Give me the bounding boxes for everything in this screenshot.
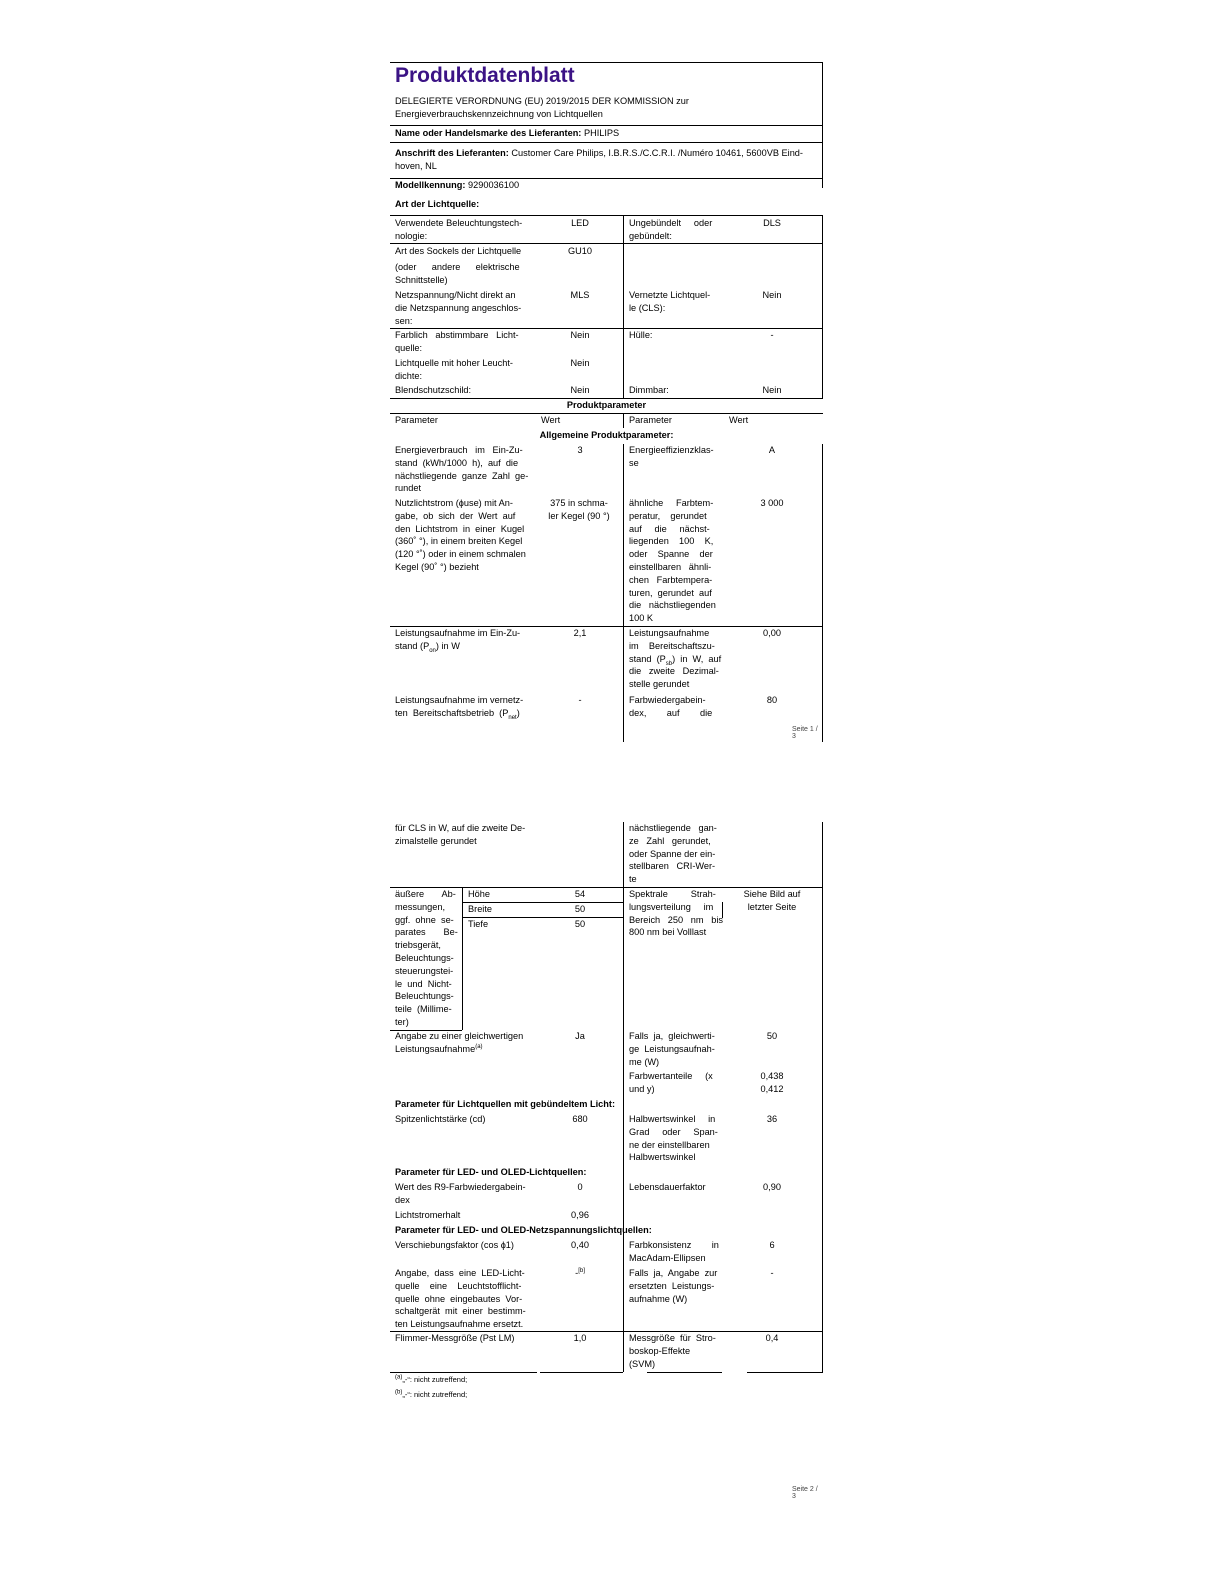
pon-label (395, 627, 535, 653)
spd-value-line: letzter Seite (747, 901, 797, 912)
rule (390, 413, 823, 414)
lumen-maintenance-label: Lichtstromerhalt (395, 1210, 461, 1220)
replacement-power-value: - (770, 1268, 774, 1278)
model-value: 9290036100 (468, 180, 520, 190)
glare-label: Blendschutzschild: (395, 385, 472, 395)
flux-label-line: gabe, ob sich der Wert auf (395, 510, 516, 521)
flux-label-line: (120 °˚) oder in einem schmalen (395, 549, 526, 560)
dimensions-label-line: Beleuchtungs- (395, 991, 454, 1002)
dimensions-label-line: ter) (395, 1016, 409, 1027)
socket-note (395, 261, 532, 287)
high-luminance-value: Nein (570, 358, 590, 368)
svm-label (629, 1332, 721, 1370)
rule (390, 1372, 537, 1373)
mains-label-2: die Netzspannung angeschlos- (395, 302, 522, 313)
peak-intensity-value: 680 (572, 1114, 588, 1124)
beam-angle-label-line: Grad oder Span- (629, 1126, 718, 1137)
pnet-label (395, 694, 535, 720)
psb-label-line: Leistungsaufnahme (629, 628, 710, 638)
mains-label (395, 289, 535, 327)
displacement-factor-value: 0,40 (571, 1240, 589, 1250)
psb-label-line: stand $(P_{sb})$ in W, auf (629, 653, 722, 667)
supplier-address-row (395, 147, 803, 160)
svm-label-line: boskop-Effekte (629, 1345, 691, 1356)
socket-note-2: Schnittstelle) (395, 274, 448, 285)
model-row (395, 179, 519, 192)
flicker-value: 1,0 (573, 1333, 587, 1343)
equivalent-label (395, 1030, 537, 1056)
pnet-label-2b: ) (516, 707, 520, 718)
pnet-label-2a: ten Bereitschaftsbetrieb (P (395, 707, 509, 718)
page-1 (390, 62, 823, 742)
energy-class-label-line: se (629, 457, 639, 468)
equivalent-power-value: 50 (766, 1031, 778, 1041)
energy-class-label-line: Energieeffizienzklas- (629, 445, 714, 455)
socket-value: GU10 (567, 246, 592, 256)
macadam-value: 6 (769, 1240, 775, 1250)
type-heading: Art der Lichtquelle: (395, 199, 480, 209)
model-label: Modellkennung: (395, 180, 466, 190)
pon-value: 2,1 (573, 628, 587, 638)
colour-value: Nein (570, 330, 590, 340)
cct-label-line: liegenden 100 K, (629, 536, 714, 547)
flux-label-line: den Lichtstrom in einer Kugel (395, 523, 525, 534)
energy-label-line: nächstliegende ganze Zahl ge- (395, 470, 529, 481)
chromaticity-label (629, 1070, 721, 1096)
dls-heading: Parameter für Lichtquellen mit gebündeltem Licht: (395, 1099, 616, 1109)
equivalent-power-label-line: Falls ja, gleichwerti- (629, 1031, 715, 1041)
psb-label-line: die zweite Dezimal- (629, 666, 719, 677)
colour-label-2: quelle: (395, 342, 423, 353)
beam-angle-label-line: Halbwertswinkel in (629, 1114, 716, 1124)
regulation-line-1: DELEGIERTE VERORDNUNG (EU) 2019/2015 DER KOMMISSION zur (395, 96, 689, 106)
pnet-label-continued (395, 822, 535, 848)
cct-label-line: chen Farbtempera- (629, 574, 713, 585)
equivalent-label-2: Leistungsaufnahme (395, 1043, 476, 1054)
col-parameter-right: Parameter (629, 415, 672, 425)
equivalent-power-label-line: me (W) (629, 1056, 660, 1067)
colour-label-1: Farblich abstimmbare Licht- (395, 330, 519, 340)
psb-label-line: stelle gerundet (629, 679, 690, 690)
document-title: Produktdatenblatt (395, 64, 575, 87)
dimensions-label-line: ggf. ohne se- (395, 914, 454, 925)
dimensions-label-line: teile (Millime- (395, 1004, 452, 1015)
bundled-value: DLS (763, 218, 781, 228)
replacement-value (540, 1267, 620, 1280)
beam-angle-label (629, 1113, 718, 1164)
pnet-label-continued-line: für CLS in W, auf die zweite De- (395, 823, 526, 833)
cri-label-continued-line: stellbaren CRI-Wer- (629, 861, 716, 872)
cri-label-continued-line: ze Zahl gerundet, (629, 835, 711, 846)
supplier-address-value-2: hoven, NL (395, 161, 437, 171)
replacement-footnote-ref: [b] (578, 1267, 585, 1274)
beam-angle-label-line: ne der einstellbaren (629, 1139, 710, 1150)
r9-label-line: dex (395, 1194, 410, 1205)
cri-label-continued-line: te (629, 874, 637, 885)
r9-label (395, 1181, 537, 1207)
replacement-label-line: Angabe, dass eine LED-Licht- (395, 1268, 525, 1278)
flux-value (536, 497, 622, 523)
equivalent-power-label-line: ge Leistungsaufnah- (629, 1043, 715, 1054)
rule (390, 215, 823, 216)
macadam-label-line: MacAdam-Ellipsen (629, 1252, 706, 1263)
flux-label-line: Nutzlichtstrom (ɸuse) mit An- (395, 498, 513, 508)
beam-angle-value: 36 (766, 1114, 778, 1124)
spd-value (730, 888, 814, 914)
flux-label-line: Kegel (90˚ °) bezieht (395, 561, 479, 572)
footnote-a-marker: (a) (395, 1374, 403, 1381)
psb-label (629, 627, 721, 691)
flux-value-line: ler Kegel (90 °) (548, 510, 610, 521)
footnote-b-text: „-“: nicht zutreffend; (402, 1390, 468, 1399)
mains-led-heading: Parameter für LED- und OLED-Netzspannungslichtquellen: (395, 1225, 652, 1235)
page-number-1: Seite 1 / 3 (792, 726, 818, 740)
general-heading: Allgemeine Produktparameter: (539, 430, 674, 440)
spd-label-line: Spektrale Strah- (629, 889, 716, 899)
spd-value-line: Siehe Bild auf (743, 889, 801, 899)
peak-intensity-label: Spitzenlichtstärke (cd) (395, 1114, 486, 1124)
pon-label-2a: stand (P (395, 640, 430, 651)
displacement-factor-label: Verschiebungsfaktor (cos ɸ1) (395, 1240, 514, 1250)
energy-value: 3 (577, 445, 583, 455)
dimensions-label-line: le und Nicht- (395, 978, 452, 989)
depth-value: 50 (574, 919, 586, 929)
pon-sub: on (429, 647, 436, 654)
equivalent-footnote-ref: (a) (475, 1043, 483, 1050)
col-value-right: Wert (729, 415, 749, 425)
rule (540, 1372, 623, 1373)
cls-label-1: Vernetzte Lichtquel- (629, 290, 711, 300)
r9-value: 0 (577, 1182, 583, 1192)
cri-value: 80 (766, 695, 778, 705)
right-border (822, 444, 823, 742)
equivalent-power-label (629, 1030, 721, 1068)
socket-note-1: (oder andere elektrische (395, 262, 520, 272)
svm-label-line: (SVM) (629, 1358, 656, 1369)
supplier-address-value: Customer Care Philips, I.B.R.S./C.C.R.I. /Numéro 10461, 5600VB Eind- (511, 148, 803, 158)
cct-label-line: auf die nächst- (629, 523, 710, 534)
cct-label-line: ähnliche Farbtem- (629, 498, 714, 508)
depth-label: Tiefe (468, 919, 489, 929)
cls-value: Nein (762, 290, 782, 300)
tech-value: LED (571, 218, 589, 228)
rule (390, 125, 823, 126)
energy-class-value: A (768, 445, 776, 455)
replacement-label-line: quelle eine Leuchtstofflicht- (395, 1280, 522, 1291)
rule (390, 243, 823, 244)
dimmable-value: Nein (762, 385, 782, 395)
rule (390, 142, 823, 143)
column-divider (623, 444, 624, 742)
replacement-power-label (629, 1267, 721, 1305)
energy-label-line: rundet (395, 483, 422, 494)
bundled-label-1: Ungebündelt oder (629, 218, 713, 228)
spd-label-line: lungsverteilung im (629, 901, 714, 912)
replacement-value-text: - (575, 1268, 579, 1278)
width-label: Breite (468, 904, 493, 914)
energy-label (395, 444, 532, 495)
supplier-name-value: PHILIPS (583, 128, 620, 138)
mains-label-3: sen: (395, 315, 413, 326)
params-heading: Produktparameter (566, 400, 647, 410)
dimensions-label-line: messungen, (395, 901, 446, 912)
cct-label-line: einstellbaren ähnli- (629, 561, 712, 572)
psb-label-line: im Bereitschaftszu- (629, 640, 715, 651)
spd-label-line: 800 nm bei Volllast (629, 927, 707, 938)
right-border (822, 822, 823, 1372)
high-luminance-label (395, 357, 535, 383)
chromaticity-label-line: Farbwertanteile (x (629, 1071, 713, 1081)
flux-label-line: (360˚ °), in einem breiten Kegel (395, 536, 523, 547)
flux-value-line: 375 in schma- (550, 498, 608, 508)
cct-label-line: peratur, gerundet (629, 510, 707, 521)
chromaticity-values (730, 1070, 814, 1096)
supplier-name-row (395, 127, 619, 140)
page-2 (390, 822, 823, 1502)
beam-angle-label-line: Halbwertswinkel (629, 1152, 696, 1163)
spd-label (629, 888, 723, 939)
svm-value: 0,4 (765, 1333, 779, 1343)
tech-label-1: Verwendete Beleuchtungstech- (395, 218, 523, 228)
glare-value: Nein (570, 385, 590, 395)
pon-label-2b: ) in W (435, 640, 460, 651)
cri-label-1: Farbwiedergabein- (629, 695, 706, 705)
energy-label-line: Energieverbrauch im Ein-Zu- (395, 445, 523, 455)
column-divider (623, 822, 624, 1372)
flicker-label: Flimmer-Messgröße (Pst LM) (395, 1333, 515, 1343)
spd-marker (722, 902, 723, 918)
cri-label-continued-line: oder Spanne der ein- (629, 848, 716, 859)
dimensions-label-line: äußere Ab- (395, 889, 456, 899)
replacement-label-line: quelle ohne eingebautes Vor- (395, 1293, 523, 1304)
r9-label-line: Wert des R9-Farbwiedergabein- (395, 1182, 526, 1192)
energy-label-line: stand (kWh/1000 h), auf die (395, 457, 519, 468)
column-divider (623, 413, 624, 428)
footnote-a-text: „-“: nicht zutreffend; (402, 1375, 468, 1384)
dimensions-label-line: steuerungstei- (395, 965, 454, 976)
cct-label (629, 497, 721, 625)
lumen-maintenance-value: 0,96 (571, 1210, 589, 1220)
mains-label-1: Netzspannung/Nicht direkt an (395, 290, 516, 300)
dimensions-label-line: parates Be- (395, 927, 458, 938)
col-parameter-left: Parameter (395, 415, 438, 425)
high-luminance-label-1: Lichtquelle mit hoher Leucht- (395, 358, 513, 368)
cct-label-line: die nächstliegenden (629, 600, 716, 611)
bundled-label (629, 217, 729, 243)
footnote-b (395, 1389, 467, 1402)
high-luminance-label-2: dichte: (395, 370, 423, 381)
footnote-b-marker: (b) (395, 1389, 403, 1396)
cct-label-line: oder Spanne der (629, 549, 713, 560)
rule (647, 1372, 722, 1373)
supplier-name-label: Name oder Handelsmarke des Lieferanten: (395, 128, 582, 138)
supplier-address-label: Anschrift des Lieferanten: (395, 148, 509, 158)
cls-label-2: le (CLS): (629, 302, 666, 313)
dimensions-label-line: Beleuchtungs- (395, 952, 454, 963)
dimmable-label: Dimmbar: (629, 385, 669, 395)
cct-label-line: turen, gerundet auf (629, 587, 712, 598)
rule (747, 1372, 823, 1373)
replacement-label-line: ten Leistungsaufnahme ersetzt. (395, 1319, 524, 1330)
socket-label: Art des Sockels der Lichtquelle (395, 246, 522, 256)
chromaticity-label-line: und y) (629, 1083, 655, 1094)
macadam-label (629, 1239, 718, 1265)
equivalent-label-1: Angabe zu einer gleichwertigen (395, 1031, 524, 1041)
colour-label (395, 329, 535, 355)
cri-label-2: dex, auf die (629, 707, 713, 718)
energy-class-label (629, 444, 719, 470)
width-value: 50 (574, 904, 586, 914)
height-label: Höhe (468, 889, 490, 899)
cri-label-continued-line: nächstliegende gan- (629, 823, 717, 833)
cri-label-continued (629, 822, 721, 886)
replacement-power-label-line: Falls ja, Angabe zur (629, 1268, 718, 1278)
cct-value: 3 000 (760, 498, 784, 508)
tech-label (395, 217, 532, 243)
cls-label (629, 289, 710, 315)
cct-label-line: 100 K (629, 613, 654, 624)
replacement-label (395, 1267, 537, 1331)
dimensions-label (395, 888, 459, 1029)
envelope-label: Hülle: (629, 330, 653, 340)
pnet-sub: net (508, 714, 517, 721)
pnet-label-1: Leistungsaufnahme im vernetz- (395, 695, 524, 705)
survival-factor-value: 0,90 (763, 1182, 781, 1192)
footnote-a (395, 1374, 467, 1387)
replacement-power-label-line: ersetzten Leistungs- (629, 1280, 715, 1291)
bundled-label-2: gebündelt: (629, 230, 672, 241)
flux-label (395, 497, 532, 574)
page-number-2: Seite 2 / 3 (792, 1486, 818, 1500)
chromaticity-x: 0,438 (760, 1071, 784, 1081)
chromaticity-y: 0,412 (760, 1083, 784, 1094)
mains-value: MLS (570, 290, 590, 300)
dimensions-label-line: triebsgerät, (395, 940, 441, 951)
pnet-value: - (578, 695, 582, 705)
led-heading: Parameter für LED- und OLED-Lichtquellen: (395, 1167, 587, 1177)
spd-label-line: Bereich 250 nm bis (629, 914, 723, 925)
replacement-power-label-line: aufnahme (W) (629, 1293, 688, 1304)
equivalent-value: Ja (575, 1031, 585, 1041)
cri-label (629, 694, 721, 720)
pon-label-1: Leistungsaufnahme im Ein-Zu- (395, 628, 521, 638)
dimensions-divider (462, 887, 463, 1030)
replacement-label-line: schaltgerät mit einer bestimm- (395, 1306, 526, 1317)
col-value-left: Wert (541, 415, 561, 425)
macadam-label-line: Farbkonsistenz in (629, 1240, 719, 1250)
survival-factor-label: Lebensdauerfaktor (629, 1182, 706, 1192)
psb-value: 0,00 (763, 628, 781, 638)
pnet-label-continued-line: zimalstelle gerundet (395, 835, 477, 846)
tech-label-2: nologie: (395, 230, 428, 241)
height-value: 54 (574, 889, 586, 899)
envelope-value: - (770, 330, 774, 340)
svm-label-line: Messgröße für Stro- (629, 1333, 716, 1343)
regulation-line-2: Energieverbrauchskennzeichnung von Lichtquellen (395, 109, 603, 119)
